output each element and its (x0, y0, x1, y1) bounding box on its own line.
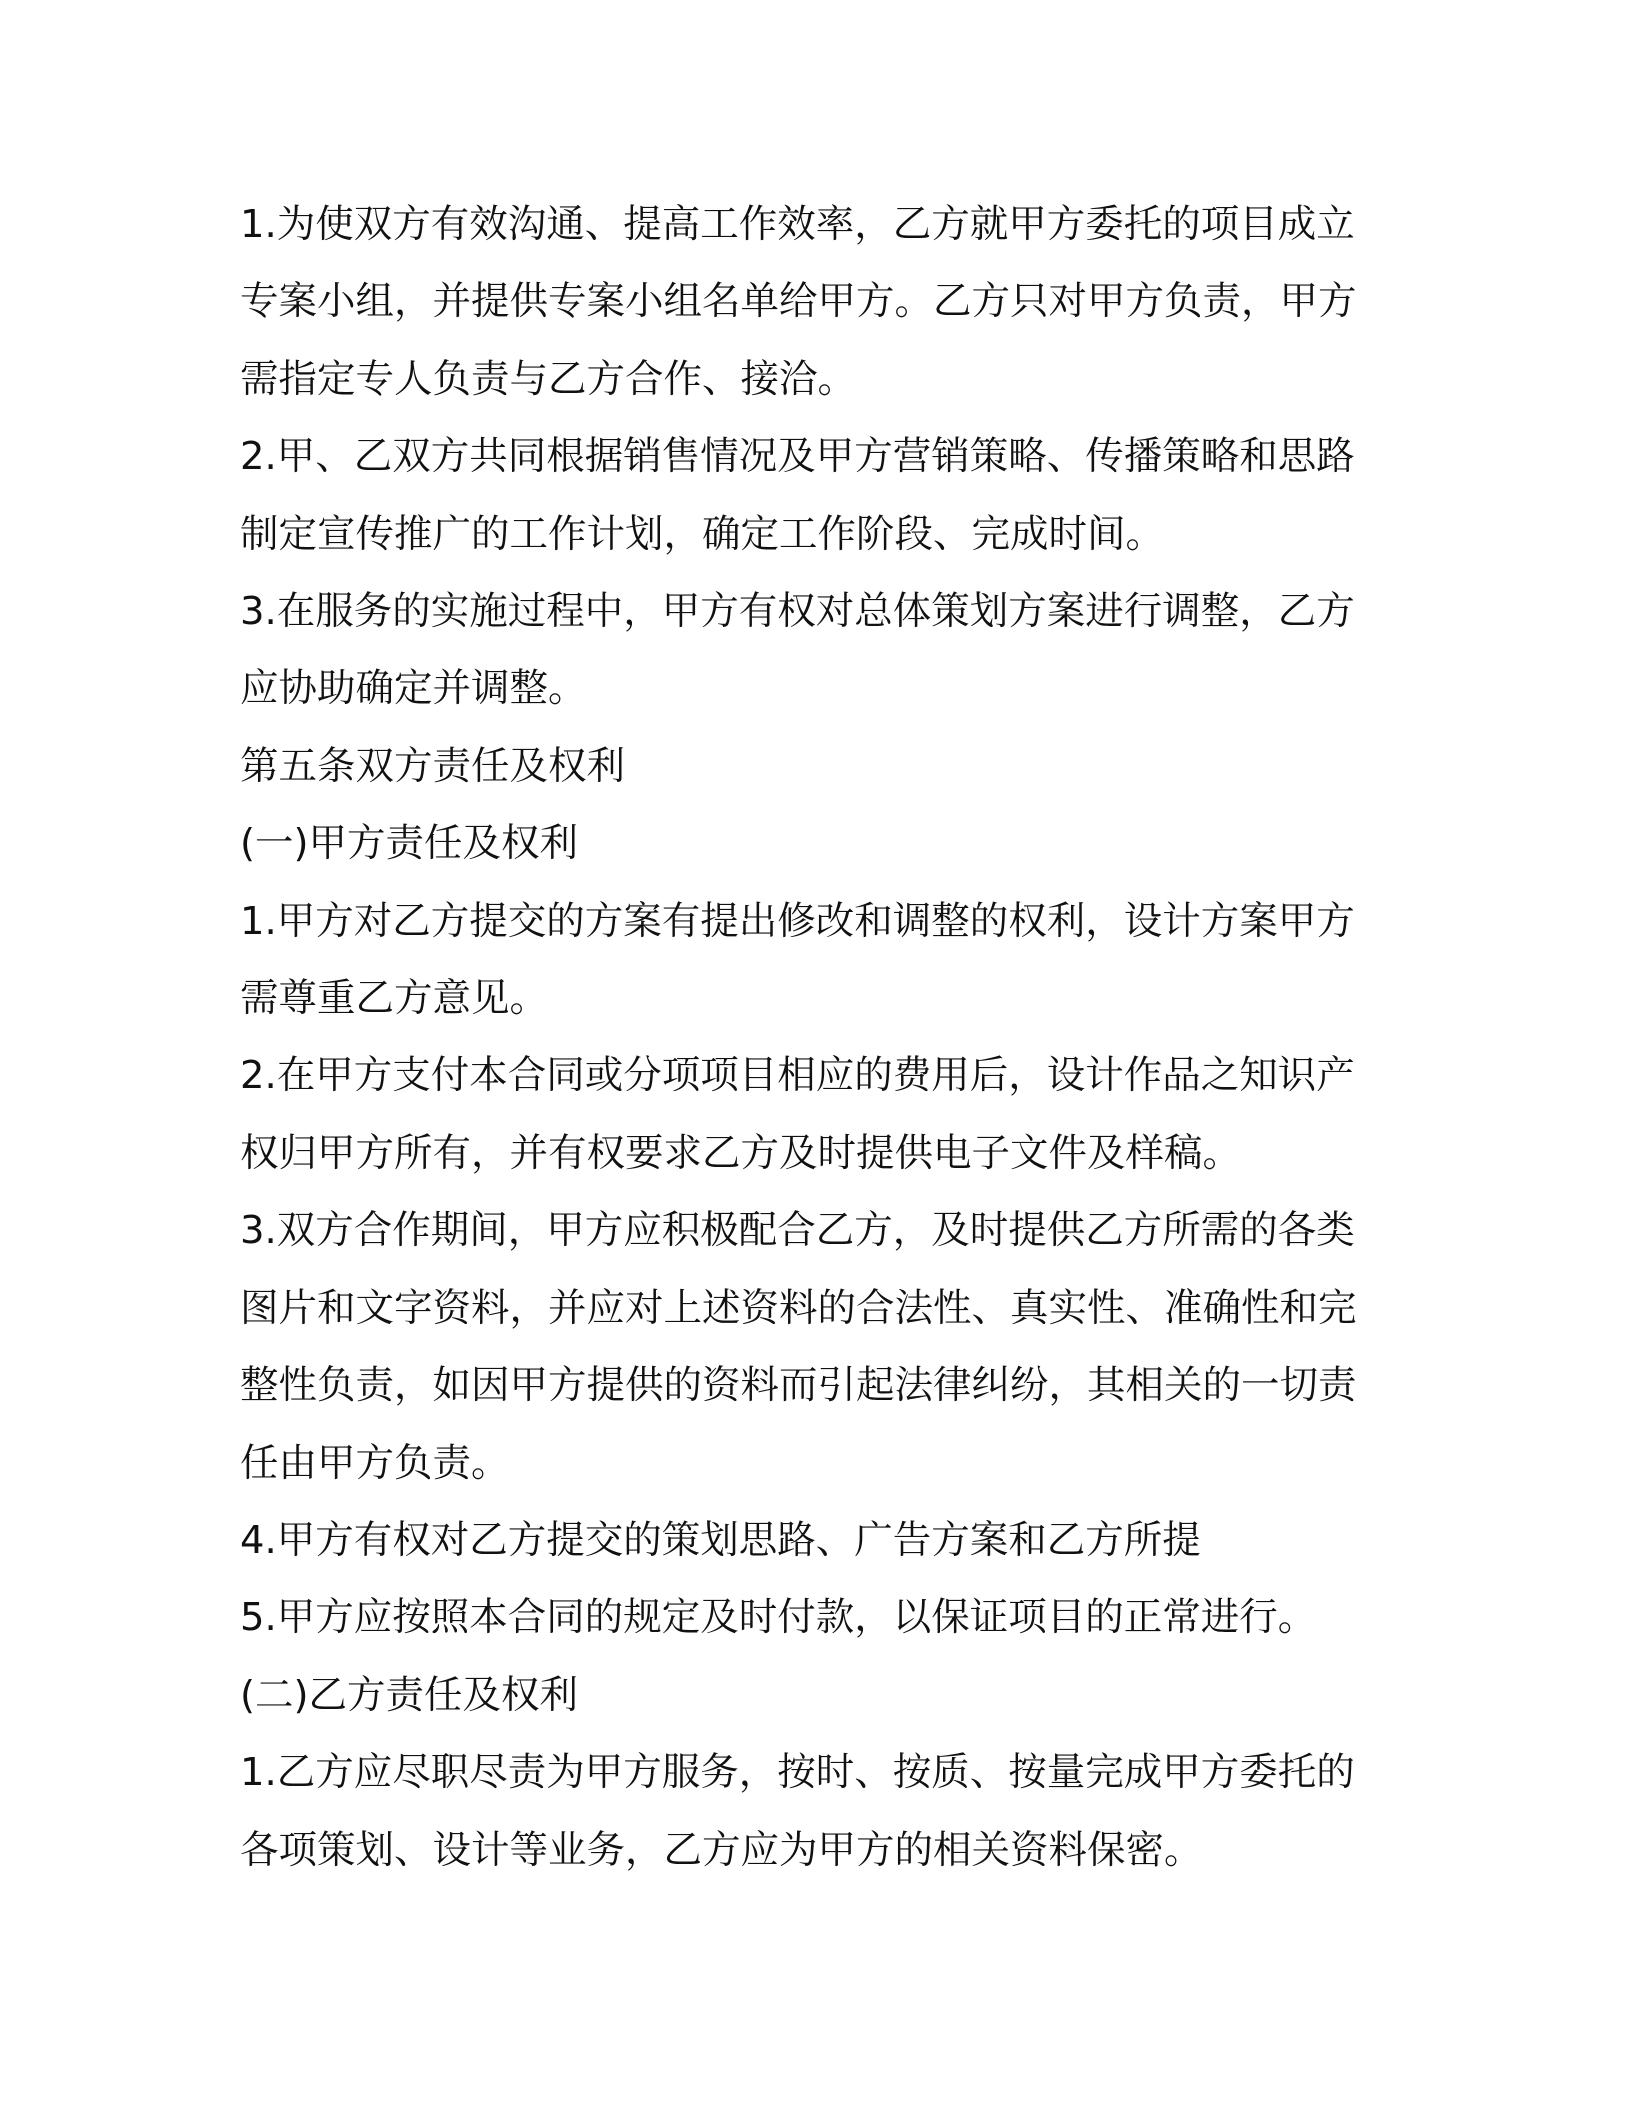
party-b-heading: (二)乙方责任及权利 (240, 1672, 579, 1718)
article-five-heading: 第五条双方责任及权利 (240, 743, 626, 789)
party-a-item-5: 5.甲方应按照本合同的规定及时付款，以保证项目的正常进行。 (240, 1595, 1317, 1641)
party-a-item-3: 3.双方合作期间，甲方应积极配合乙方，及时提供乙方所需的各类图片和文字资料，并应对上述资料的合法性、真实性、准确性和完整性负责，如因甲方提供的资料而引起法律纠纷，其相关的一切责任由甲方负责。 (240, 1208, 1357, 1486)
party-b-item-1: 1.乙方应尽职尽责为甲方服务，按时、按质、按量完成甲方委托的各项策划、设计等业务，乙方应为甲方的相关资料保密。 (240, 1750, 1355, 1873)
paragraph-2-plan: 2.甲、乙双方共同根据销售情况及甲方营销策略、传播策略和思路制定宣传推广的工作计划，确定工作阶段、完成时间。 (240, 434, 1355, 557)
party-a-item-1: 1.甲方对乙方提交的方案有提出修改和调整的权利，设计方案甲方需尊重乙方意见。 (240, 898, 1355, 1022)
document-body (240, 186, 1360, 1889)
paragraph-3-adjust: 3.在服务的实施过程中，甲方有权对总体策划方案进行调整，乙方应协助确定并调整。 (240, 589, 1355, 712)
party-a-item-2: 2.在甲方支付本合同或分项项目相应的费用后，设计作品之知识产权归甲方所有，并有权要求乙方及时提供电子文件及样稿。 (240, 1053, 1355, 1176)
party-a-item-4: 4.甲方有权对乙方提交的策划思路、广告方案和乙方所提 (240, 1517, 1201, 1563)
party-a-heading: (一)甲方责任及权利 (240, 821, 579, 867)
paragraph-1-team: 1.为使双方有效沟通、提高工作效率，乙方就甲方委托的项目成立专案小组，并提供专案小组名单给甲方。乙方只对甲方负责，甲方需指定专人负责与乙方合作、接洽。 (240, 202, 1357, 402)
